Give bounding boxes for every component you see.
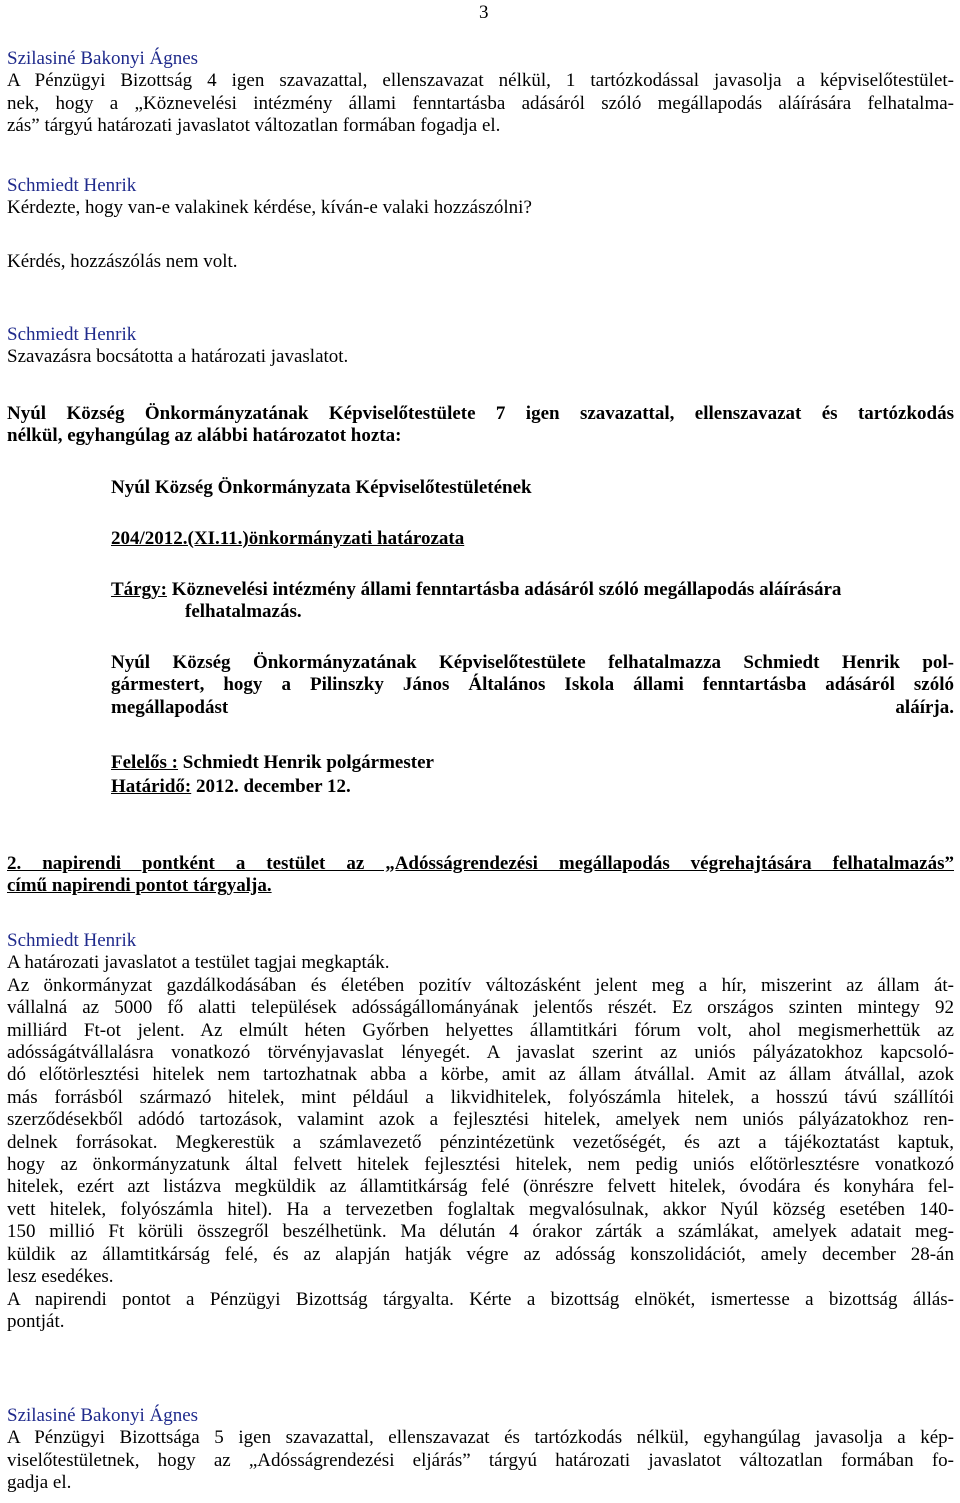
paragraph-line: viselőtestületnek, hogy az „Adósságrendezési eljárás” tárgyú határozati javaslatot változatlan formában fo- — [7, 1449, 954, 1471]
paragraph-line: más forrásból származó hitelek, mint például a likvidhitelek, folyószámla hitelek, a hosszú távú szállítói — [7, 1086, 954, 1108]
paragraph-line: nélkül, egyhangúlag az alábbi határozatot hozta: — [7, 425, 402, 447]
speaker-name: Schmiedt Henrik — [7, 324, 137, 345]
agenda-item-2 — [7, 853, 954, 898]
paragraph-line: A Pénzügyi Bizottság 4 igen szavazattal, ellenszavazat nélkül, 1 tartózkodással javasolja a képviselőtestület- — [7, 70, 954, 92]
resolution-body-title: Nyúl Község Önkormányzata Képviselőtestületének — [111, 477, 532, 498]
responsible-line — [111, 752, 434, 774]
speaker-block-5 — [7, 1405, 954, 1495]
resolution-number: 204/2012.(XI.11.)önkormányzati határozata — [111, 528, 465, 549]
speaker-name: Szilasiné Bakonyi Ágnes — [7, 48, 199, 69]
subject-text: Köznevelési intézmény állami fenntartásba adásáról szóló megállapodás aláírására — [171, 579, 842, 600]
paragraph-line: adósságátvállalásra vonatkozó törvényjavaslat lényegét. A javaslat szerint az uniós pályázatokhoz kapcsoló- — [7, 1042, 954, 1064]
speaker-block-1 — [7, 48, 954, 138]
deadline-value: 2012. december 12. — [191, 776, 351, 797]
paragraph-line: Nyúl Község Önkormányzatának Képviselőtestülete felhatalmazza Schmiedt Henrik pol- — [111, 652, 954, 673]
paragraph-line: zás” tárgyú határozati javaslatot változatlan formában fogadja el. — [7, 115, 501, 137]
responsible-label: Felelős : — [111, 752, 179, 773]
paragraph-line: hogy az önkormányzatunk által felvett hitelek fejlesztési hitelek, nem pedig uniós előtörlesztésre vonatkozó — [7, 1154, 954, 1176]
paragraph-line: A határozati javaslatot a testület tagjai megkapták. — [7, 952, 390, 974]
paragraph-line: megállapodást aláírja. — [111, 696, 954, 718]
paragraph-line: Nyúl Község Önkormányzatának Képviselőtestülete 7 igen szavazattal, ellenszavazat és tartózkodás — [7, 403, 954, 424]
paragraph-line: vállalná az 5000 fő alatti települések adósságállományának jelentős részét. Ez országos szinten mintegy 92 — [7, 997, 954, 1019]
paragraph-line: szerződésekből adódó tartozások, valamint azok a fejlesztési hitelek, amelyek nem uniós pályázatokhoz ren- — [7, 1109, 954, 1131]
paragraph-line: küldik az államtitkárság felé, és az alapján hatják végre az adósság konszolidációt, amely december 28-án — [7, 1243, 954, 1265]
paragraph-line: pontját. — [7, 1310, 65, 1332]
deadline-line — [111, 776, 351, 798]
paragraph-line: Az önkormányzat gazdálkodásában és életében pozitív változásként jelent meg a hír, miszerint az állam át- — [7, 974, 954, 996]
paragraph-line: című napirendi pontot tárgyalja. — [7, 875, 272, 897]
deadline-label: Határidő: — [111, 776, 192, 797]
paragraph-line: gadja el. — [7, 1472, 72, 1494]
subject-text: felhatalmazás. — [185, 601, 302, 623]
paragraph-line: milliárd Ft-ot jelent. Az elmúlt héten Győrben helyettes államtitkári fórum volt, ahol megismerhettük az — [7, 1019, 954, 1041]
paragraph-line: gármestert, hogy a Pilinszky János Általános Iskola állami fenntartásba adásáról szóló — [111, 674, 954, 696]
speaker-name: Szilasiné Bakonyi Ágnes — [7, 1405, 199, 1426]
paragraph-line: A napirendi pontot a Pénzügyi Bizottság tárgyalta. Kérte a bizottság elnökét, ismertesse a bizottság állás- — [7, 1288, 954, 1310]
paragraph-line: Szavazásra bocsátotta a határozati javaslatot. — [7, 346, 349, 368]
speaker-name: Schmiedt Henrik — [7, 175, 137, 196]
subject-label: Tárgy: — [111, 579, 167, 600]
paragraph-line: vett hitelek, folyószámla hitel). Ha a tervezetben foglaltak megvalósulnak, akkor Nyúl község esetében 140- — [7, 1198, 954, 1220]
resolution-subject — [111, 579, 954, 624]
paragraph-line: 2. napirendi pontként a testület az „Adósságrendezési megállapodás végrehajtására felhatalmazás” — [7, 853, 954, 874]
speaker-block-2 — [7, 175, 954, 220]
speaker-block-3 — [7, 324, 954, 369]
resolution-text — [111, 652, 954, 719]
speaker-name: Schmiedt Henrik — [7, 930, 137, 951]
paragraph-line: A Pénzügyi Bizottsága 5 igen szavazattal, ellenszavazat és tartózkodás nélkül, egyhangúlag javasolja a kép- — [7, 1427, 954, 1449]
paragraph-line: 150 millió Ft körüli összegről beszélhetünk. Ma délután 4 órakor zárták a számlákat, amelyek adatait meg- — [7, 1221, 954, 1243]
paragraph-line: delnek forrásokat. Megkerestük a számlavezető pénzintézetünk vezetőségét, és azt a tájékoztatást kaptuk, — [7, 1131, 954, 1153]
vote-result — [7, 403, 954, 448]
responsible-value: Schmiedt Henrik polgármester — [178, 752, 434, 773]
paragraph-line: nek, hogy a „Köznevelési intézmény állami fenntartásba adásáról szóló megállapodás aláírására felhatalma- — [7, 92, 954, 114]
paragraph-line: dó előtörlesztési hitelek nem tartozhatnak abba a körbe, amit az állam átvállal. Amit az állam átvállal, azok — [7, 1064, 954, 1086]
paragraph-line: lesz esedékes. — [7, 1266, 114, 1288]
paragraph-line: Kérdezte, hogy van-e valakinek kérdése, kíván-e valaki hozzászólni? — [7, 197, 532, 219]
no-questions-text: Kérdés, hozzászólás nem volt. — [7, 251, 238, 272]
speaker-block-4 — [7, 930, 954, 1333]
page-number: 3 — [479, 2, 489, 23]
paragraph-line: hitelek, ezért azt listázva megküldik az államtitkárság felé (önrészre felvett hitelek, óvodára és konyhára fel- — [7, 1176, 954, 1198]
